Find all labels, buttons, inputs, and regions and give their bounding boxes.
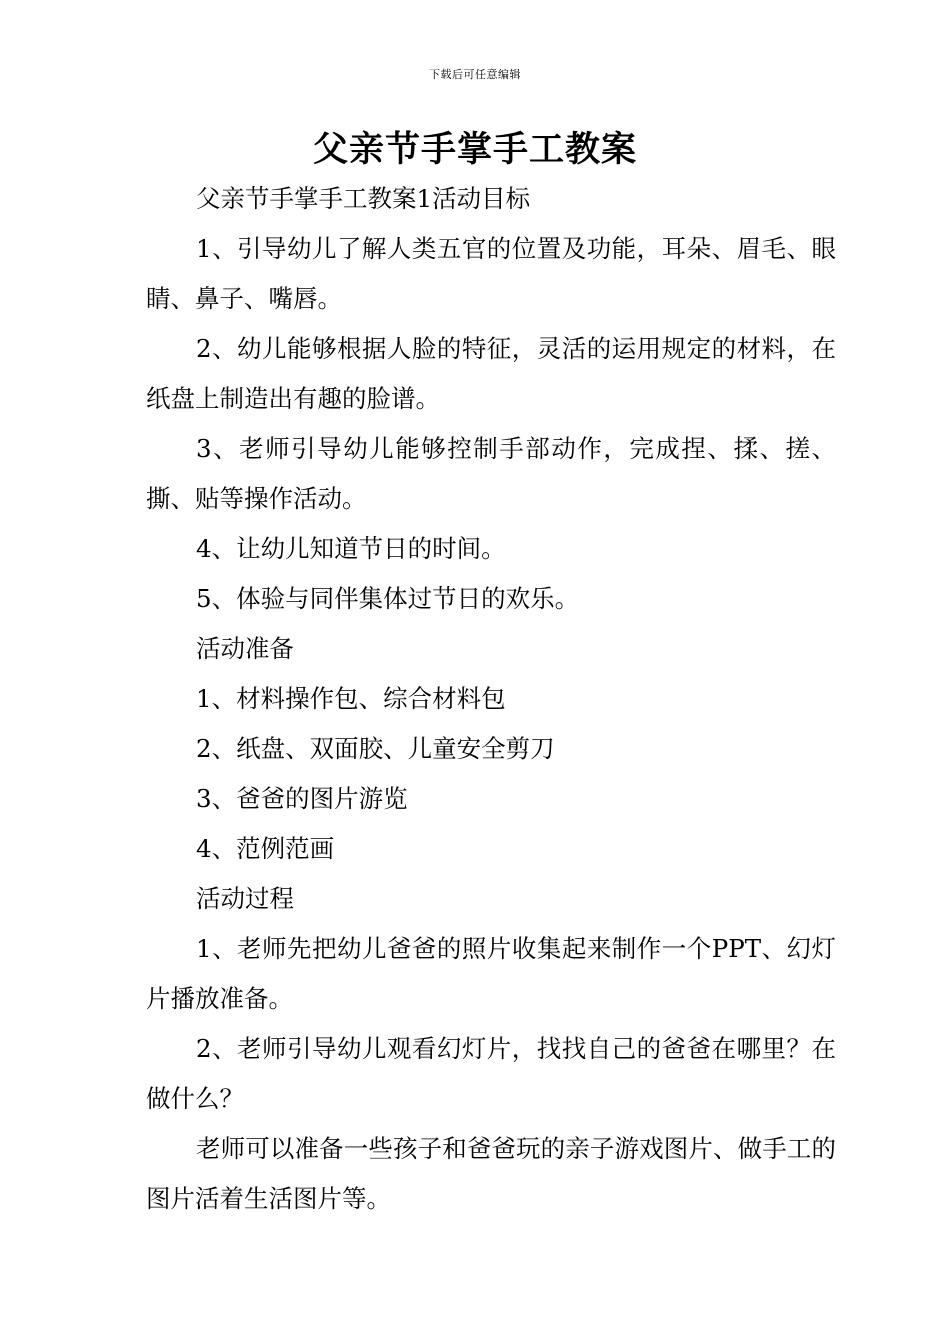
paragraph: 老师可以准备一些孩子和爸爸玩的亲子游戏图片、做手工的图片活着生活图片等。 <box>146 1134 836 1213</box>
paragraph: 父亲节手掌手工教案1活动目标 <box>196 184 531 213</box>
paragraph: 2、幼儿能够根据人脸的特征，灵活的运用规定的材料，在纸盘上制造出有趣的脸谱。 <box>146 334 836 413</box>
paragraph: 3、爸爸的图片游览 <box>196 784 408 813</box>
paragraph: 2、老师引导幼儿观看幻灯片，找找自己的爸爸在哪里？在做什么？ <box>146 1034 836 1113</box>
paragraph: 4、让幼儿知道节日的时间。 <box>196 534 506 563</box>
paragraph: 活动准备 <box>196 634 294 663</box>
header-note: 下载后可任意编辑 <box>429 68 521 81</box>
paragraph: 1、引导幼儿了解人类五官的位置及功能，耳朵、眉毛、眼睛、鼻子、嘴唇。 <box>146 234 836 313</box>
paragraph: 4、范例范画 <box>196 834 335 863</box>
paragraph: 2、纸盘、双面胶、儿童安全剪刀 <box>196 734 555 763</box>
paragraph: 1、老师先把幼儿爸爸的照片收集起来制作一个PPT、幻灯片播放准备。 <box>146 934 836 1013</box>
paragraph: 3、老师引导幼儿能够控制手部动作，完成捏、揉、搓、撕、贴等操作活动。 <box>146 434 836 513</box>
paragraph: 活动过程 <box>196 884 294 913</box>
paragraph: 1、材料操作包、综合材料包 <box>196 684 506 713</box>
paragraph: 5、体验与同伴集体过节日的欢乐。 <box>196 584 580 613</box>
document-body <box>146 174 836 1224</box>
document-title: 父亲节手掌手工教案 <box>312 130 637 170</box>
